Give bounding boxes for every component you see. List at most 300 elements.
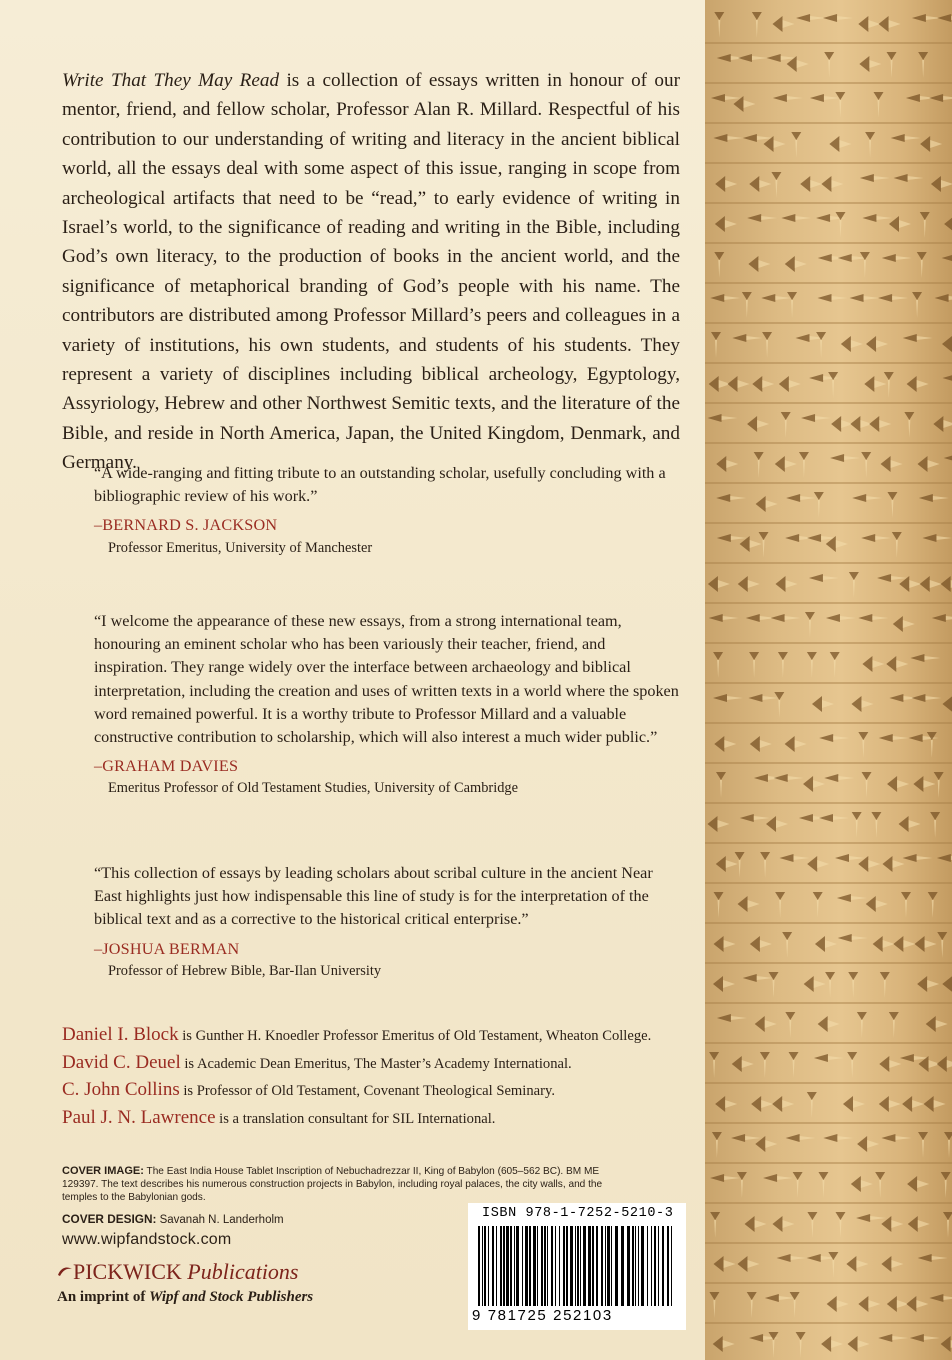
cuneiform-wedge	[858, 16, 880, 32]
cuneiform-wedge	[748, 256, 770, 272]
cuneiform-wedge	[803, 776, 825, 792]
cuneiform-wedge	[766, 816, 788, 832]
cuneiform-wedge	[821, 1336, 843, 1352]
cuneiform-wedge	[825, 972, 835, 998]
cuneiform-wedge	[731, 1134, 761, 1142]
cuneiform-wedge	[941, 576, 952, 592]
cuneiform-wedge	[738, 576, 760, 592]
cuneiform-wedge	[858, 1296, 880, 1312]
tablet-line	[705, 882, 952, 884]
cuneiform-wedge	[858, 614, 888, 622]
tablet-line	[705, 162, 952, 164]
cuneiform-wedge	[849, 572, 859, 598]
tablet-line	[705, 602, 952, 604]
barcode-bar	[544, 1226, 546, 1306]
cuneiform-wedge	[887, 1296, 909, 1312]
cuneiform-wedge	[809, 574, 839, 582]
barcode-bar	[506, 1226, 509, 1306]
tablet-line	[705, 202, 952, 204]
cuneiform-wedge	[859, 56, 881, 72]
cuneiform-wedge	[882, 254, 912, 262]
cuneiform-wedge	[791, 132, 801, 158]
barcode-bar	[607, 1226, 610, 1306]
cuneiform-wedge	[749, 176, 771, 192]
cuneiform-wedge	[942, 254, 952, 262]
cuneiform-wedge	[846, 1256, 868, 1272]
endorsement-1	[94, 462, 682, 558]
cuneiform-wedge	[857, 1012, 867, 1038]
tablet-line	[705, 1322, 952, 1324]
publisher-website[interactable]: www.wipfandstock.com	[62, 1231, 232, 1248]
cuneiform-wedge	[828, 1252, 838, 1278]
cuneiform-wedge	[879, 16, 901, 32]
cuneiform-wedge	[807, 856, 829, 872]
cuneiform-wedge	[819, 814, 849, 822]
barcode-bar	[516, 1226, 519, 1306]
cuneiform-wedge	[901, 892, 911, 918]
cuneiform-wedge	[800, 176, 822, 192]
cuneiform-wedge	[743, 974, 773, 982]
cuneiform-wedge	[841, 336, 863, 352]
cuneiform-wedge	[763, 1174, 793, 1182]
cuneiform-wedge	[869, 416, 891, 432]
cuneiform-wedge	[875, 1172, 885, 1198]
cuneiform-wedge	[773, 16, 795, 32]
barcode-bar	[641, 1226, 644, 1306]
imprint-prefix: An imprint of	[57, 1289, 150, 1305]
cuneiform-wedge	[933, 416, 952, 432]
barcode-bar	[510, 1226, 512, 1306]
cuneiform-wedge	[807, 1092, 817, 1118]
cuneiform-wedge	[752, 376, 774, 392]
cuneiform-wedge	[759, 532, 769, 558]
editor-bio: is a translation consultant for SIL International.	[215, 1110, 496, 1127]
cuneiform-wedge	[711, 332, 721, 358]
cuneiform-wedge	[750, 936, 772, 952]
cuneiform-wedge	[823, 14, 853, 22]
barcode-bar	[583, 1226, 586, 1306]
cuneiform-wedge	[714, 736, 736, 752]
cuneiform-wedge	[785, 256, 807, 272]
tablet-line	[705, 722, 952, 724]
cuneiform-wedge	[716, 856, 738, 872]
barcode-bar	[547, 1226, 548, 1306]
cuneiform-wedge	[735, 852, 745, 878]
book-description-text: is a collection of essays written in honour of our mentor, friend, and fellow scholar, Professor Alan R. Millard. Respectful of his contribution to our understanding of writing and literacy in the ancient biblical world, all the essays deal with some aspect of this issue, ranging in scope from archeological artifacts that need to be “read,” to early evidence of writing in Israel’s world, to the significance of reading and writing in the Bible, including God’s own literacy, to the production of books in the ancient world, and the significance of metaphorical branding of God’s people with his name. The contributors are distributed among Professor Millard’s peers and colleagues in a variety of institutions, his own students, and students of his students. They represent a variety of disciplines including biblical archeology, Egyptology, Assyriology, Hebrew and other Northwest Semitic texts, and the literature of the Bible, and reside in North America, Japan, the United Kingdom, Denmark, and Germany.	[62, 70, 680, 474]
cuneiform-wedge	[714, 892, 724, 918]
barcode-bar	[601, 1226, 603, 1306]
cuneiform-wedge	[881, 1134, 911, 1142]
cuneiform-wedge	[785, 1012, 795, 1038]
swoosh-icon	[57, 1265, 73, 1277]
tablet-line	[705, 482, 952, 484]
tablet-line	[705, 802, 952, 804]
cuneiform-wedge	[737, 1256, 759, 1272]
endorsement-3	[94, 862, 682, 981]
barcode-bar	[671, 1226, 672, 1306]
cuneiform-wedge	[912, 292, 922, 318]
cuneiform-wedge	[716, 494, 746, 502]
cuneiform-wedge	[819, 734, 849, 742]
cuneiform-wedge	[796, 1332, 806, 1358]
cuneiform-wedge	[873, 936, 895, 952]
cuneiform-wedge	[917, 976, 939, 992]
barcode-bar	[662, 1226, 664, 1306]
endorsement-2	[94, 610, 682, 798]
editor-name: C. John Collins	[62, 1079, 180, 1100]
barcode-bar	[514, 1226, 515, 1306]
tablet-line	[705, 1122, 952, 1124]
cover-design-text: Savanah N. Landerholm	[156, 1214, 284, 1226]
cuneiform-wedge	[944, 216, 952, 232]
endorsement-quote: “This collection of essays by leading scholars about scribal culture in the ancient Near East highlights just how indispensable this line of study is for the interpretation of the biblical text and as a corrective to the historical critical enterprise.”	[94, 864, 653, 929]
cuneiform-wedge	[732, 334, 762, 342]
tablet-line	[705, 122, 952, 124]
endorsement-quote: “I welcome the appearance of these new essays, from a strong international team, honouring an eminent scholar who has been variously their teacher, friend, and inspiration. They range widely over the interface between archaeology and biblical interpretation, including the creation and uses of written texts in a world where the spoken word remained powerful. It is a worthy tribute to Professor Millard and a valuable constructive contribution to scholarship, which will also interest a much wider public.”	[94, 612, 679, 747]
cuneiform-wedge	[771, 614, 801, 622]
cuneiform-wedge	[856, 1214, 886, 1222]
tablet-line	[705, 1042, 952, 1044]
cuneiform-wedge	[860, 174, 890, 182]
cuneiform-wedge	[943, 1212, 952, 1238]
cuneiform-wedge	[777, 1254, 807, 1262]
tablet-line	[705, 1162, 952, 1164]
cuneiform-wedge	[918, 1254, 948, 1262]
tablet-line	[705, 1082, 952, 1084]
cuneiform-wedge	[835, 1212, 845, 1238]
cuneiform-wedge	[830, 652, 840, 678]
barcode-bar	[566, 1226, 568, 1306]
cuneiform-wedge	[865, 132, 875, 158]
cuneiform-wedge	[926, 1016, 948, 1032]
isbn-barcode	[468, 1203, 686, 1330]
imprint-name: Wipf and Stock Publishers	[149, 1289, 314, 1305]
cuneiform-wedge	[928, 892, 938, 918]
editor-bio: is Academic Dean Emeritus, The Master’s Academy International.	[180, 1055, 572, 1072]
tablet-line	[705, 442, 952, 444]
cuneiform-wedge	[880, 972, 890, 998]
editor-name: Daniel I. Block	[62, 1024, 179, 1045]
cuneiform-wedge	[873, 92, 883, 118]
cuneiform-wedge	[843, 1096, 865, 1112]
cuneiform-wedge	[712, 1132, 722, 1158]
cuneiform-wedge	[942, 976, 952, 992]
editor-item	[62, 1022, 692, 1050]
endorsement-affiliation: Emeritus Professor of Old Testament Studies, University of Cambridge	[108, 780, 518, 797]
cuneiform-wedge	[879, 1056, 901, 1072]
endorsement-author: –JOSHUA BERMAN	[94, 939, 240, 958]
cuneiform-wedge	[807, 652, 817, 678]
cuneiform-wedge	[932, 614, 952, 622]
tablet-line	[705, 842, 952, 844]
cuneiform-wedge	[786, 1134, 816, 1142]
cuneiform-wedge	[752, 12, 762, 38]
cuneiform-wedge	[915, 936, 937, 952]
cuneiform-wedge	[937, 14, 952, 22]
isbn-label: ISBN 978-1-7252-5210-3	[482, 1206, 674, 1221]
tablet-line	[705, 522, 952, 524]
cover-image-credit	[62, 1165, 622, 1204]
tablet-line	[705, 322, 952, 324]
cuneiform-wedge	[864, 376, 886, 392]
cuneiform-wedge	[807, 1212, 817, 1238]
cuneiform-wedge	[717, 534, 747, 542]
tablet-line	[705, 242, 952, 244]
cuneiform-wedge	[738, 54, 768, 62]
cuneiform-wedge	[715, 1096, 737, 1112]
barcode-bar	[635, 1226, 636, 1306]
tablet-line	[705, 42, 952, 44]
cuneiform-wedge	[922, 534, 952, 542]
cuneiform-wedge	[814, 492, 824, 518]
cuneiform-wedge	[709, 1052, 719, 1078]
cuneiform-wedge	[892, 532, 902, 558]
cuneiform-wedge	[907, 1176, 929, 1192]
tablet-line	[705, 1202, 952, 1204]
cuneiform-wedge	[899, 816, 921, 832]
cuneiform-wedge	[814, 1054, 844, 1062]
tablet-line	[705, 922, 952, 924]
cuneiform-wedge	[748, 694, 778, 702]
barcode-bar	[529, 1226, 531, 1306]
cuneiform-wedge	[886, 656, 908, 672]
endorsement-affiliation: Professor Emeritus, University of Manchester	[108, 539, 373, 556]
cuneiform-wedge	[848, 1336, 870, 1352]
cuneiform-wedge	[889, 216, 911, 232]
cuneiform-wedge	[887, 776, 909, 792]
cuneiform-wedge	[774, 774, 804, 782]
cuneiform-wedge	[765, 1294, 795, 1302]
imprint-line	[57, 1289, 313, 1306]
cuneiform-wedge	[755, 1136, 777, 1152]
cuneiform-wedge	[942, 336, 952, 352]
isbn-digits: 9 781725 252103	[472, 1307, 613, 1324]
cuneiform-wedge	[862, 772, 872, 798]
cuneiform-wedge	[919, 494, 949, 502]
cuneiform-wedge	[779, 854, 809, 862]
barcode-bar	[555, 1226, 556, 1306]
cuneiform-wedge	[881, 1256, 903, 1272]
cuneiform-wedge	[831, 416, 853, 432]
cuneiform-wedge	[927, 732, 937, 758]
cuneiform-wedge	[860, 252, 870, 278]
barcode-bar	[588, 1226, 591, 1306]
cuneiform-wedge	[944, 454, 952, 462]
cuneiform-wedge	[850, 294, 880, 302]
cover-design-label: COVER DESIGN:	[62, 1212, 157, 1226]
cuneiform-wedge	[817, 294, 847, 302]
cuneiform-wedge	[935, 294, 952, 302]
cuneiform-wedge	[878, 1334, 908, 1342]
cuneiform-wedge	[713, 652, 723, 678]
editor-name: David C. Deuel	[62, 1051, 181, 1073]
cuneiform-wedge	[836, 212, 846, 238]
cuneiform-wedge	[877, 574, 907, 582]
cuneiform-wedge	[944, 1132, 952, 1158]
barcode-bar	[654, 1226, 656, 1306]
cuneiform-wedge	[847, 1052, 857, 1078]
barcode-bar	[541, 1226, 543, 1306]
cover-image-label: COVER IMAGE:	[62, 1165, 144, 1177]
cuneiform-wedge	[920, 576, 942, 592]
barcode-bar	[570, 1226, 573, 1306]
cuneiform-wedge	[852, 812, 862, 838]
cuneiform-wedge	[930, 812, 940, 838]
cuneiform-wedge	[903, 334, 933, 342]
barcode-bar	[496, 1226, 497, 1306]
cuneiform-wedge	[781, 412, 791, 438]
cuneiform-wedge	[787, 292, 797, 318]
tablet-line	[705, 642, 952, 644]
cuneiform-wedge	[710, 1174, 740, 1182]
cuneiform-wedge	[710, 1212, 720, 1238]
cuneiform-wedge	[716, 456, 738, 472]
cuneiform-wedge	[829, 136, 851, 152]
cuneiform-wedge	[818, 1016, 840, 1032]
barcode-bar	[611, 1226, 612, 1306]
cuneiform-wedge	[754, 452, 764, 478]
cuneiform-wedge	[893, 936, 915, 952]
editor-bio: is Professor of Old Testament, Covenant Theological Seminary.	[179, 1083, 555, 1099]
cuneiform-wedge	[799, 452, 809, 478]
editor-item	[62, 1077, 692, 1105]
barcode-bar	[621, 1226, 624, 1306]
cuneiform-wedge	[755, 1016, 777, 1032]
cuneiform-wedge	[713, 976, 735, 992]
cuneiform-wedge	[881, 1216, 903, 1232]
cuneiform-wedge	[887, 52, 897, 78]
cuneiform-wedge	[837, 894, 867, 902]
cuneiform-wedge	[931, 176, 952, 192]
cuneiform-wedge	[747, 1292, 757, 1318]
cuneiform-wedge	[737, 1172, 747, 1198]
publisher-name-suffix: Publications	[187, 1259, 299, 1284]
cuneiform-wedge	[857, 1136, 879, 1152]
barcode-bar	[580, 1226, 581, 1306]
cuneiform-wedge	[902, 1096, 924, 1112]
cuneiform-wedge	[918, 1132, 928, 1158]
cuneiform-wedge	[937, 854, 952, 862]
cuneiform-wedge	[937, 932, 947, 958]
publisher-logo	[57, 1259, 299, 1285]
cuneiform-wedge	[878, 294, 908, 302]
cuneiform-wedge	[708, 414, 738, 422]
cuneiform-wedge	[818, 1172, 828, 1198]
endorsement-quote: “A wide-ranging and fitting tribute to an outstanding scholar, usefully concluding with a bibliographic review of his work.”	[94, 464, 666, 506]
cuneiform-wedge	[801, 414, 831, 422]
endorsement-author: –GRAHAM DAVIES	[94, 757, 239, 776]
cuneiform-wedge	[728, 376, 750, 392]
cuneiform-wedge	[750, 736, 772, 752]
barcode-bar	[482, 1226, 483, 1306]
cover-image-text: The East India House Tablet Inscription of Nebuchadrezzar II, King of Babylon (605–562 BC). BM ME 129397. The text describes his numerous construction projects in Babylon, including royal palaces, the city walls, and the temples to the Babylonian gods.	[62, 1166, 603, 1203]
cuneiform-wedge	[804, 976, 826, 992]
cuneiform-wedge	[852, 494, 882, 502]
barcode-bar	[638, 1226, 639, 1306]
barcode-bar	[651, 1226, 652, 1306]
tablet-line	[705, 402, 952, 404]
cuneiform-wedge	[709, 614, 739, 622]
cuneiform-wedge	[828, 372, 838, 398]
tablet-line	[705, 282, 952, 284]
cuneiform-wedge	[813, 892, 823, 918]
cuneiform-wedge	[749, 652, 759, 678]
cuneiform-tablet-image	[705, 0, 952, 1360]
cuneiform-wedge	[882, 856, 904, 872]
barcode-bar	[627, 1226, 630, 1306]
cuneiform-wedge	[879, 734, 909, 742]
cuneiform-wedge	[772, 1096, 794, 1112]
cuneiform-wedge	[891, 134, 921, 142]
cuneiform-wedge	[709, 376, 731, 392]
cuneiform-wedge	[866, 896, 888, 912]
cuneiform-wedge	[913, 776, 935, 792]
cuneiform-wedge	[774, 692, 784, 718]
cuneiform-wedge	[821, 176, 843, 192]
cuneiform-wedge	[776, 576, 798, 592]
barcode-bar	[533, 1226, 536, 1306]
cuneiform-wedge	[835, 92, 845, 118]
cuneiform-wedge	[716, 772, 726, 798]
editors-list	[62, 1022, 692, 1132]
barcode-bar	[577, 1226, 579, 1306]
cuneiform-wedge	[738, 896, 760, 912]
editor-item	[62, 1050, 692, 1078]
cuneiform-wedge	[827, 1296, 849, 1312]
cuneiform-wedge	[941, 1172, 951, 1198]
cuneiform-wedge	[937, 1056, 952, 1072]
barcode-bar	[551, 1226, 553, 1306]
cuneiform-wedge	[772, 1216, 794, 1232]
publisher-name: PICKWICK	[73, 1259, 182, 1284]
cuneiform-wedge	[934, 772, 944, 798]
tablet-line	[705, 562, 952, 564]
barcode-bar	[615, 1226, 618, 1306]
barcode-bar	[632, 1226, 634, 1306]
tablet-line	[705, 1242, 952, 1244]
cuneiform-wedge	[858, 732, 868, 758]
cover-design-credit	[62, 1212, 284, 1226]
barcode-bar	[592, 1226, 594, 1306]
cuneiform-wedge	[779, 376, 801, 392]
editor-bio: is Gunther H. Knoedler Professor Emeritus of Old Testament, Wheaton College.	[178, 1028, 652, 1044]
cuneiform-wedge	[894, 174, 924, 182]
cuneiform-wedge	[942, 696, 952, 712]
cuneiform-wedge	[710, 294, 740, 302]
cuneiform-wedge	[769, 1332, 779, 1358]
barcode-bar	[596, 1226, 598, 1306]
cuneiform-wedge	[838, 934, 868, 942]
barcode-bar	[503, 1226, 505, 1306]
barcode-bar	[605, 1226, 606, 1306]
cuneiform-wedge	[796, 14, 826, 22]
barcode-bar	[537, 1226, 538, 1306]
cuneiform-wedge	[810, 94, 840, 102]
barcode-bar	[478, 1226, 480, 1306]
cuneiform-wedge	[790, 1292, 800, 1318]
cuneiform-wedge	[732, 1056, 754, 1072]
cuneiform-wedge	[887, 492, 897, 518]
cuneiform-wedge	[943, 374, 952, 382]
cuneiform-wedge	[815, 936, 837, 952]
cuneiform-wedge	[824, 774, 854, 782]
cuneiform-wedge	[773, 94, 803, 102]
cuneiform-wedge	[786, 494, 816, 502]
cuneiform-wedge	[861, 534, 891, 542]
cuneiform-wedge	[830, 454, 860, 462]
cuneiform-wedge	[920, 212, 930, 238]
cuneiform-wedge	[917, 456, 939, 472]
